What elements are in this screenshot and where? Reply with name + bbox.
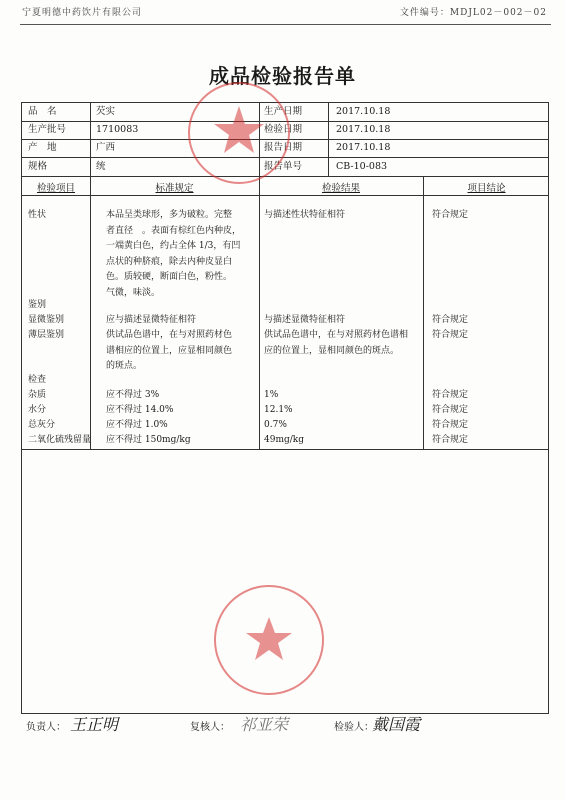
appearance-standard-line: 点状的种脐痕，除去内种皮显白 bbox=[106, 256, 233, 267]
tlc-standard-line: 供试品色谱中，在与对照药材色 bbox=[106, 330, 233, 340]
report-number-value: CB-10-083 bbox=[336, 161, 388, 172]
appearance-standard-line: 色。质较硬，断面白色，粉性。 bbox=[106, 272, 233, 282]
appearance-standard-line: 者直径 。表面有棕红色内种皮， bbox=[106, 225, 242, 236]
check-conclusion: 符合规定 bbox=[432, 420, 469, 430]
col-divider bbox=[423, 176, 424, 449]
check-label: 检查 bbox=[28, 375, 47, 385]
tlc-result-line: 供试品色谱中，在与对照药材色谱相 bbox=[264, 330, 409, 340]
micro-conclusion: 符合规定 bbox=[432, 315, 469, 325]
row-divider bbox=[22, 449, 548, 450]
micro-result: 与描述显微特征相符 bbox=[264, 315, 346, 325]
production-date-label: 生产日期 bbox=[264, 106, 303, 117]
appearance-standard bbox=[106, 208, 241, 301]
tlc-item: 薄层鉴别 bbox=[28, 330, 65, 340]
tlc-result-line: 应的位置上，显相同颜色的斑点。 bbox=[264, 345, 400, 356]
check-standard: 应不得过 14.0% bbox=[106, 405, 174, 415]
batch-value: 1710083 bbox=[96, 124, 139, 135]
check-standard: 应不得过 1.0% bbox=[106, 420, 168, 430]
identification-label: 鉴别 bbox=[28, 300, 47, 310]
check-result: 12.1% bbox=[264, 405, 293, 415]
test-date-label: 检验日期 bbox=[264, 124, 303, 135]
col-divider bbox=[259, 176, 260, 449]
tlc-standard-line: 的斑点。 bbox=[106, 361, 143, 371]
tlc-result bbox=[264, 328, 408, 359]
spec-label: 规格 bbox=[28, 161, 48, 172]
responsible-label: 负责人： bbox=[26, 722, 66, 733]
micro-item: 显微鉴别 bbox=[28, 315, 65, 325]
product-name-value: 芡实 bbox=[96, 106, 116, 117]
origin-label: 产 地 bbox=[28, 142, 57, 153]
check-result: 1% bbox=[264, 390, 279, 400]
batch-label: 生产批号 bbox=[28, 124, 67, 135]
product-name-label: 品 名 bbox=[28, 106, 57, 117]
test-date-value: 2017.10.18 bbox=[336, 124, 391, 135]
report-number-label: 报告单号 bbox=[264, 161, 303, 172]
appearance-conclusion: 符合规定 bbox=[432, 210, 469, 220]
check-item: 水分 bbox=[28, 405, 47, 415]
reviewer-signature: 祁亚荣 bbox=[240, 715, 289, 734]
quality-inspection-seal bbox=[214, 585, 324, 695]
column-header-result: 检验结果 bbox=[321, 183, 360, 194]
check-conclusion: 符合规定 bbox=[432, 435, 469, 445]
column-header-conclusion: 项目结论 bbox=[467, 183, 506, 194]
tlc-conclusion: 符合规定 bbox=[432, 330, 469, 340]
company-name: 宁夏明德中药饮片有限公司 bbox=[22, 8, 143, 18]
check-result: 49mg/kg bbox=[264, 435, 304, 445]
col-divider bbox=[90, 103, 91, 176]
report-date-value: 2017.10.18 bbox=[336, 142, 391, 153]
appearance-item: 性状 bbox=[28, 210, 47, 220]
spec-value: 统 bbox=[96, 161, 106, 172]
col-divider bbox=[328, 103, 329, 176]
appearance-standard-line: 本品呈类球形，多为破粒。完整 bbox=[106, 210, 233, 220]
appearance-result: 与描述性状特征相符 bbox=[264, 210, 346, 220]
column-header-standard: 标准规定 bbox=[155, 183, 194, 194]
tlc-standard-line: 谱相应的位置上，应显相同颜色 bbox=[106, 345, 233, 356]
check-item: 总灰分 bbox=[28, 420, 56, 430]
inspector-signature: 戴国霞 bbox=[372, 715, 421, 734]
check-standard: 应不得过 150mg/kg bbox=[106, 435, 191, 445]
micro-standard: 应与描述显微特征相符 bbox=[106, 315, 197, 325]
report-title: 成品检验报告单 bbox=[209, 64, 356, 88]
check-conclusion: 符合规定 bbox=[432, 405, 469, 415]
appearance-standard-line: 一端黄白色，约占全体 1/3，有凹 bbox=[106, 241, 241, 251]
column-header-item: 检验项目 bbox=[36, 183, 75, 194]
row-divider bbox=[22, 195, 548, 196]
production-date-value: 2017.10.18 bbox=[336, 106, 391, 117]
check-item: 二氧化硫残留量 bbox=[28, 435, 92, 445]
col-divider bbox=[90, 176, 91, 449]
company-seal-top bbox=[188, 82, 290, 184]
check-standard: 应不得过 3% bbox=[106, 390, 160, 400]
responsible-signature: 王正明 bbox=[70, 715, 119, 734]
document-number: 文件编号：MDJL02－002－02 bbox=[399, 8, 547, 18]
check-item: 杂质 bbox=[28, 390, 47, 400]
reviewer-label: 复核人： bbox=[190, 722, 230, 733]
check-conclusion: 符合规定 bbox=[432, 390, 469, 400]
tlc-standard bbox=[106, 328, 232, 375]
check-result: 0.7% bbox=[264, 420, 287, 430]
inspector-label: 检验人： bbox=[334, 722, 374, 733]
origin-value: 广西 bbox=[96, 142, 116, 153]
header-divider bbox=[20, 24, 551, 25]
appearance-standard-line: 气微，味淡。 bbox=[106, 287, 161, 298]
report-date-label: 报告日期 bbox=[264, 142, 303, 153]
